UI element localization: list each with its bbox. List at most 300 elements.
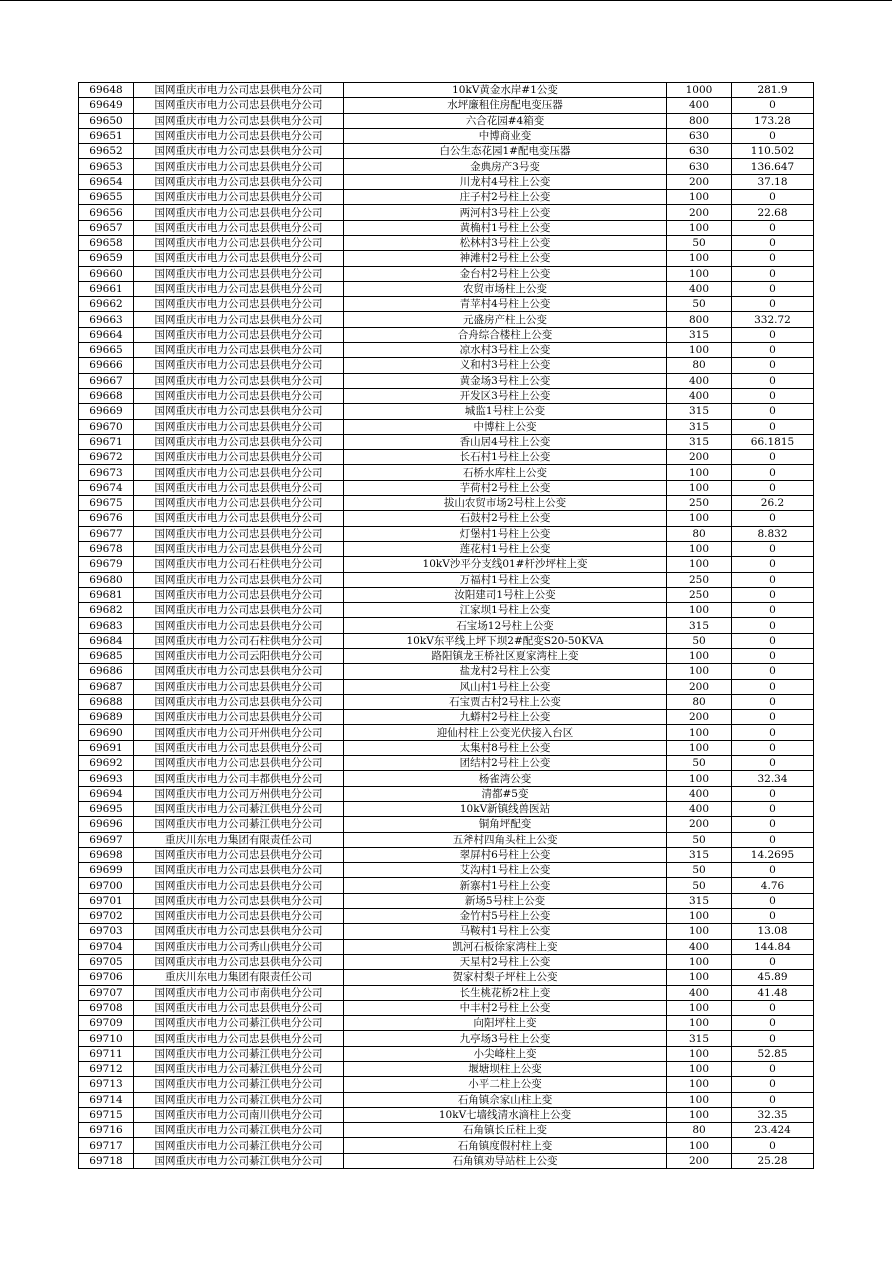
capacity-cell: 250 (667, 572, 732, 587)
value-cell: 110.502 (732, 144, 814, 159)
transformer-name-cell: 10kV新镇线兽医站 (344, 801, 667, 816)
row-id-cell: 69680 (79, 572, 134, 587)
value-cell: 25.28 (732, 1153, 814, 1168)
capacity-cell: 400 (667, 98, 732, 113)
value-cell: 0 (732, 740, 814, 755)
table-row (79, 1031, 814, 1046)
capacity-cell: 400 (667, 939, 732, 954)
company-cell: 国网重庆市电力公司忠县供电分公司 (134, 327, 344, 342)
company-cell: 国网重庆市电力公司忠县供电分公司 (134, 465, 344, 480)
value-cell: 0 (732, 786, 814, 801)
row-id-cell: 69686 (79, 664, 134, 679)
capacity-cell: 50 (667, 756, 732, 771)
company-cell: 国网重庆市电力公司忠县供电分公司 (134, 113, 344, 128)
capacity-cell: 200 (667, 710, 732, 725)
capacity-cell: 315 (667, 404, 732, 419)
table-row (79, 756, 814, 771)
transformer-name-cell: 路阳镇龙王桥社区夏家湾柱上变 (344, 648, 667, 663)
transformer-name-cell: 10kV七墙线清水滴柱上公变 (344, 1107, 667, 1122)
company-cell: 国网重庆市电力公司忠县供电分公司 (134, 404, 344, 419)
row-id-cell: 69701 (79, 893, 134, 908)
capacity-cell: 50 (667, 878, 732, 893)
transformer-name-cell: 义和村3号柱上公变 (344, 358, 667, 373)
transformer-name-cell: 金典房产3号变 (344, 159, 667, 174)
capacity-cell: 200 (667, 1153, 732, 1168)
value-cell: 0 (732, 954, 814, 969)
row-id-cell: 69649 (79, 98, 134, 113)
row-id-cell: 69677 (79, 526, 134, 541)
capacity-cell: 200 (667, 174, 732, 189)
capacity-cell: 100 (667, 1000, 732, 1015)
row-id-cell: 69699 (79, 863, 134, 878)
company-cell: 国网重庆市电力公司綦江供电分公司 (134, 1077, 344, 1092)
transformer-name-cell: 拔山农贸市场2号柱上公变 (344, 496, 667, 511)
transformer-name-cell: 灯堡村1号柱上公变 (344, 526, 667, 541)
company-cell: 国网重庆市电力公司忠县供电分公司 (134, 434, 344, 449)
table-row (79, 205, 814, 220)
row-id-cell: 69674 (79, 480, 134, 495)
value-cell: 0 (732, 266, 814, 281)
capacity-cell: 250 (667, 496, 732, 511)
row-id-cell: 69689 (79, 710, 134, 725)
transformer-name-cell: 翠屏村6号柱上公变 (344, 847, 667, 862)
value-cell: 0 (732, 480, 814, 495)
value-cell: 0 (732, 909, 814, 924)
capacity-cell: 100 (667, 1092, 732, 1107)
company-cell: 国网重庆市电力公司忠县供电分公司 (134, 587, 344, 602)
capacity-cell: 100 (667, 924, 732, 939)
capacity-cell: 100 (667, 970, 732, 985)
company-cell: 国网重庆市电力公司忠县供电分公司 (134, 496, 344, 511)
transformer-name-cell: 小平二柱上公变 (344, 1077, 667, 1092)
value-cell: 0 (732, 190, 814, 205)
value-cell: 0 (732, 572, 814, 587)
company-cell: 国网重庆市电力公司忠县供电分公司 (134, 1000, 344, 1015)
row-id-cell: 69676 (79, 511, 134, 526)
value-cell: 0 (732, 297, 814, 312)
value-cell: 0 (732, 327, 814, 342)
table-row (79, 113, 814, 128)
table-row (79, 404, 814, 419)
capacity-cell: 200 (667, 679, 732, 694)
table-row (79, 1123, 814, 1138)
table-row (79, 664, 814, 679)
table-row (79, 465, 814, 480)
company-cell: 国网重庆市电力公司忠县供电分公司 (134, 358, 344, 373)
value-cell: 13.08 (732, 924, 814, 939)
capacity-cell: 50 (667, 297, 732, 312)
value-cell: 0 (732, 358, 814, 373)
table-row (79, 1138, 814, 1153)
capacity-cell: 100 (667, 1138, 732, 1153)
row-id-cell: 69696 (79, 817, 134, 832)
row-id-cell: 69658 (79, 235, 134, 250)
capacity-cell: 100 (667, 480, 732, 495)
company-cell: 国网重庆市电力公司忠县供电分公司 (134, 954, 344, 969)
capacity-cell: 100 (667, 1016, 732, 1031)
company-cell: 国网重庆市电力公司忠县供电分公司 (134, 343, 344, 358)
company-cell: 国网重庆市电力公司綦江供电分公司 (134, 801, 344, 816)
value-cell: 66.1815 (732, 434, 814, 449)
value-cell: 41.48 (732, 985, 814, 1000)
transformer-name-cell: 石角镇长丘柱上变 (344, 1123, 667, 1138)
table-row (79, 694, 814, 709)
company-cell: 国网重庆市电力公司忠县供电分公司 (134, 909, 344, 924)
capacity-cell: 100 (667, 266, 732, 281)
value-cell: 0 (732, 281, 814, 296)
transformer-name-cell: 金台村2号柱上公变 (344, 266, 667, 281)
transformer-name-cell: 金竹村5号柱上公变 (344, 909, 667, 924)
company-cell: 国网重庆市电力公司忠县供电分公司 (134, 190, 344, 205)
capacity-cell: 400 (667, 373, 732, 388)
row-id-cell: 69692 (79, 756, 134, 771)
table-row (79, 98, 814, 113)
row-id-cell: 69650 (79, 113, 134, 128)
table-row (79, 939, 814, 954)
value-cell: 45.89 (732, 970, 814, 985)
table-row (79, 190, 814, 205)
value-cell: 4.76 (732, 878, 814, 893)
table-row (79, 1000, 814, 1015)
table-row (79, 419, 814, 434)
row-id-cell: 69678 (79, 541, 134, 556)
company-cell: 国网重庆市电力公司忠县供电分公司 (134, 128, 344, 143)
company-cell: 重庆川东电力集团有限责任公司 (134, 970, 344, 985)
company-cell: 国网重庆市电力公司忠县供电分公司 (134, 541, 344, 556)
table-row (79, 1107, 814, 1122)
company-cell: 国网重庆市电力公司綦江供电分公司 (134, 1123, 344, 1138)
row-id-cell: 69706 (79, 970, 134, 985)
value-cell: 0 (732, 618, 814, 633)
transformer-name-cell: 小尖峰柱上变 (344, 1046, 667, 1061)
capacity-cell: 400 (667, 801, 732, 816)
capacity-cell: 80 (667, 358, 732, 373)
value-cell: 0 (732, 251, 814, 266)
transformer-table-body (79, 83, 814, 1169)
company-cell: 国网重庆市电力公司忠县供电分公司 (134, 266, 344, 281)
table-row (79, 893, 814, 908)
company-cell: 国网重庆市电力公司綦江供电分公司 (134, 817, 344, 832)
capacity-cell: 200 (667, 450, 732, 465)
company-cell: 国网重庆市电力公司忠县供电分公司 (134, 205, 344, 220)
capacity-cell: 100 (667, 1062, 732, 1077)
transformer-name-cell: 两河村3号柱上公变 (344, 205, 667, 220)
row-id-cell: 69685 (79, 648, 134, 663)
capacity-cell: 100 (667, 1077, 732, 1092)
transformer-name-cell: 九蟒村2号柱上公变 (344, 710, 667, 725)
row-id-cell: 69718 (79, 1153, 134, 1168)
company-cell: 国网重庆市电力公司忠县供电分公司 (134, 511, 344, 526)
value-cell: 0 (732, 817, 814, 832)
row-id-cell: 69673 (79, 465, 134, 480)
transformer-name-cell: 九亭场3号柱上公变 (344, 1031, 667, 1046)
value-cell: 0 (732, 1062, 814, 1077)
company-cell: 国网重庆市电力公司綦江供电分公司 (134, 1138, 344, 1153)
row-id-cell: 69704 (79, 939, 134, 954)
transformer-name-cell: 天星村2号柱上公变 (344, 954, 667, 969)
company-cell: 国网重庆市电力公司石柱供电分公司 (134, 633, 344, 648)
value-cell: 0 (732, 1031, 814, 1046)
table-row (79, 648, 814, 663)
table-row (79, 251, 814, 266)
table-row (79, 771, 814, 786)
table-row (79, 878, 814, 893)
capacity-cell: 315 (667, 1031, 732, 1046)
value-cell: 52.85 (732, 1046, 814, 1061)
transformer-name-cell: 艾沟村1号柱上公变 (344, 863, 667, 878)
company-cell: 国网重庆市电力公司忠县供电分公司 (134, 878, 344, 893)
transformer-name-cell: 凉水村3号柱上公变 (344, 343, 667, 358)
capacity-cell: 630 (667, 159, 732, 174)
company-cell: 国网重庆市电力公司忠县供电分公司 (134, 98, 344, 113)
table-row (79, 817, 814, 832)
table-row (79, 924, 814, 939)
company-cell: 国网重庆市电力公司忠县供电分公司 (134, 251, 344, 266)
capacity-cell: 315 (667, 618, 732, 633)
table-row (79, 740, 814, 755)
transformer-name-cell: 杨雀湾公变 (344, 771, 667, 786)
table-row (79, 985, 814, 1000)
transformer-name-cell: 石角镇劝导站柱上公变 (344, 1153, 667, 1168)
capacity-cell: 400 (667, 281, 732, 296)
transformer-name-cell: 农贸市场柱上公变 (344, 281, 667, 296)
company-cell: 国网重庆市电力公司石柱供电分公司 (134, 557, 344, 572)
row-id-cell: 69688 (79, 694, 134, 709)
value-cell: 32.35 (732, 1107, 814, 1122)
row-id-cell: 69662 (79, 297, 134, 312)
table-row (79, 526, 814, 541)
capacity-cell: 315 (667, 327, 732, 342)
company-cell: 国网重庆市电力公司忠县供电分公司 (134, 281, 344, 296)
transformer-name-cell: 太集村8号柱上公变 (344, 740, 667, 755)
transformer-name-cell: 莲花村1号柱上公变 (344, 541, 667, 556)
table-row (79, 1153, 814, 1168)
row-id-cell: 69679 (79, 557, 134, 572)
value-cell: 0 (732, 1000, 814, 1015)
transformer-name-cell: 六合花园#4箱变 (344, 113, 667, 128)
row-id-cell: 69693 (79, 771, 134, 786)
value-cell: 0 (732, 98, 814, 113)
row-id-cell: 69681 (79, 587, 134, 602)
table-row (79, 159, 814, 174)
table-row (79, 909, 814, 924)
capacity-cell: 100 (667, 725, 732, 740)
capacity-cell: 100 (667, 541, 732, 556)
row-id-cell: 69668 (79, 388, 134, 403)
transformer-name-cell: 凯河石板徐家湾柱上变 (344, 939, 667, 954)
transformer-name-cell: 开发区3号柱上公变 (344, 388, 667, 403)
company-cell: 国网重庆市电力公司忠县供电分公司 (134, 847, 344, 862)
capacity-cell: 100 (667, 557, 732, 572)
transformer-name-cell: 合舟综合楼柱上公变 (344, 327, 667, 342)
company-cell: 国网重庆市电力公司忠县供电分公司 (134, 159, 344, 174)
company-cell: 国网重庆市电力公司忠县供电分公司 (134, 174, 344, 189)
capacity-cell: 100 (667, 1046, 732, 1061)
row-id-cell: 69671 (79, 434, 134, 449)
company-cell: 国网重庆市电力公司忠县供电分公司 (134, 450, 344, 465)
company-cell: 国网重庆市电力公司忠县供电分公司 (134, 373, 344, 388)
capacity-cell: 50 (667, 832, 732, 847)
value-cell: 0 (732, 419, 814, 434)
value-cell: 32.34 (732, 771, 814, 786)
capacity-cell: 100 (667, 954, 732, 969)
table-row (79, 587, 814, 602)
value-cell: 0 (732, 694, 814, 709)
company-cell: 国网重庆市电力公司綦江供电分公司 (134, 1062, 344, 1077)
row-id-cell: 69700 (79, 878, 134, 893)
row-id-cell: 69714 (79, 1092, 134, 1107)
table-row (79, 297, 814, 312)
transformer-name-cell: 石宝场12号柱上公变 (344, 618, 667, 633)
value-cell: 37.18 (732, 174, 814, 189)
table-row (79, 970, 814, 985)
row-id-cell: 69703 (79, 924, 134, 939)
row-id-cell: 69710 (79, 1031, 134, 1046)
capacity-cell: 100 (667, 511, 732, 526)
row-id-cell: 69648 (79, 83, 134, 98)
transformer-name-cell: 城监1号柱上公变 (344, 404, 667, 419)
table-row (79, 144, 814, 159)
row-id-cell: 69657 (79, 220, 134, 235)
value-cell: 0 (732, 633, 814, 648)
table-row (79, 358, 814, 373)
row-id-cell: 69687 (79, 679, 134, 694)
transformer-name-cell: 庄子村2号柱上公变 (344, 190, 667, 205)
transformer-name-cell: 黄桷村1号柱上公变 (344, 220, 667, 235)
transformer-name-cell: 青苹村4号柱上公变 (344, 297, 667, 312)
company-cell: 国网重庆市电力公司云阳供电分公司 (134, 648, 344, 663)
value-cell: 23.424 (732, 1123, 814, 1138)
row-id-cell: 69653 (79, 159, 134, 174)
value-cell: 0 (732, 557, 814, 572)
table-row (79, 220, 814, 235)
value-cell: 0 (732, 373, 814, 388)
capacity-cell: 315 (667, 434, 732, 449)
table-row (79, 235, 814, 250)
transformer-name-cell: 中博商业变 (344, 128, 667, 143)
value-cell: 0 (732, 235, 814, 250)
table-row (79, 557, 814, 572)
row-id-cell: 69664 (79, 327, 134, 342)
value-cell: 0 (732, 388, 814, 403)
row-id-cell: 69666 (79, 358, 134, 373)
transformer-name-cell: 风山村1号柱上公变 (344, 679, 667, 694)
table-row (79, 1046, 814, 1061)
table-row (79, 847, 814, 862)
row-id-cell: 69675 (79, 496, 134, 511)
value-cell: 173.28 (732, 113, 814, 128)
transformer-name-cell: 铜角坪配变 (344, 817, 667, 832)
transformer-name-cell: 白公生态花园1#配电变压器 (344, 144, 667, 159)
value-cell: 0 (732, 1092, 814, 1107)
table-row (79, 480, 814, 495)
row-id-cell: 69672 (79, 450, 134, 465)
company-cell: 国网重庆市电力公司忠县供电分公司 (134, 694, 344, 709)
company-cell: 国网重庆市电力公司丰都供电分公司 (134, 771, 344, 786)
value-cell: 0 (732, 541, 814, 556)
transformer-name-cell: 神滩村2号柱上公变 (344, 251, 667, 266)
capacity-cell: 100 (667, 343, 732, 358)
transformer-name-cell: 中丰村2号柱上公变 (344, 1000, 667, 1015)
transformer-name-cell: 元盛房产柱上公变 (344, 312, 667, 327)
row-id-cell: 69669 (79, 404, 134, 419)
row-id-cell: 69665 (79, 343, 134, 358)
table-row (79, 786, 814, 801)
row-id-cell: 69691 (79, 740, 134, 755)
company-cell: 国网重庆市电力公司忠县供电分公司 (134, 83, 344, 98)
value-cell: 281.9 (732, 83, 814, 98)
value-cell: 0 (732, 1077, 814, 1092)
value-cell: 26.2 (732, 496, 814, 511)
transformer-name-cell: 清都#5变 (344, 786, 667, 801)
capacity-cell: 80 (667, 1123, 732, 1138)
row-id-cell: 69651 (79, 128, 134, 143)
value-cell: 22.68 (732, 205, 814, 220)
company-cell: 国网重庆市电力公司忠县供电分公司 (134, 480, 344, 495)
row-id-cell: 69707 (79, 985, 134, 1000)
company-cell: 国网重庆市电力公司秀山供电分公司 (134, 939, 344, 954)
row-id-cell: 69654 (79, 174, 134, 189)
row-id-cell: 69702 (79, 909, 134, 924)
table-row (79, 1062, 814, 1077)
transformer-name-cell: 向阳坪柱上变 (344, 1016, 667, 1031)
row-id-cell: 69655 (79, 190, 134, 205)
value-cell: 0 (732, 756, 814, 771)
transformer-name-cell: 石鼓村2号柱上公变 (344, 511, 667, 526)
company-cell: 国网重庆市电力公司忠县供电分公司 (134, 740, 344, 755)
row-id-cell: 69697 (79, 832, 134, 847)
company-cell: 国网重庆市电力公司南川供电分公司 (134, 1107, 344, 1122)
table-row (79, 1016, 814, 1031)
transformer-name-cell: 五斧村四角头柱上公变 (344, 832, 667, 847)
value-cell: 144.84 (732, 939, 814, 954)
capacity-cell: 80 (667, 526, 732, 541)
capacity-cell: 100 (667, 648, 732, 663)
row-id-cell: 69716 (79, 1123, 134, 1138)
table-row (79, 863, 814, 878)
value-cell: 0 (732, 603, 814, 618)
transformer-name-cell: 堰塘坝柱上公变 (344, 1062, 667, 1077)
transformer-name-cell: 迎仙村柱上公变光伏接入台区 (344, 725, 667, 740)
table-row (79, 541, 814, 556)
row-id-cell: 69682 (79, 603, 134, 618)
row-id-cell: 69711 (79, 1046, 134, 1061)
row-id-cell: 69709 (79, 1016, 134, 1031)
capacity-cell: 50 (667, 863, 732, 878)
company-cell: 国网重庆市电力公司忠县供电分公司 (134, 710, 344, 725)
company-cell: 国网重庆市电力公司綦江供电分公司 (134, 1046, 344, 1061)
table-row (79, 373, 814, 388)
transformer-name-cell: 水坪廉租住房配电变压器 (344, 98, 667, 113)
capacity-cell: 315 (667, 419, 732, 434)
transformer-name-cell: 香山居4号柱上公变 (344, 434, 667, 449)
table-row (79, 281, 814, 296)
capacity-cell: 250 (667, 587, 732, 602)
transformer-name-cell: 汝阳建司1号柱上公变 (344, 587, 667, 602)
transformer-name-cell: 石宝贾古村2号柱上公变 (344, 694, 667, 709)
company-cell: 国网重庆市电力公司忠县供电分公司 (134, 924, 344, 939)
capacity-cell: 800 (667, 312, 732, 327)
row-id-cell: 69684 (79, 633, 134, 648)
company-cell: 国网重庆市电力公司綦江供电分公司 (134, 1153, 344, 1168)
capacity-cell: 100 (667, 771, 732, 786)
transformer-table (78, 82, 814, 1169)
table-row (79, 174, 814, 189)
transformer-name-cell: 芋荷村2号柱上公变 (344, 480, 667, 495)
row-id-cell: 69652 (79, 144, 134, 159)
company-cell: 国网重庆市电力公司忠县供电分公司 (134, 679, 344, 694)
transformer-name-cell: 盐龙村2号柱上公变 (344, 664, 667, 679)
